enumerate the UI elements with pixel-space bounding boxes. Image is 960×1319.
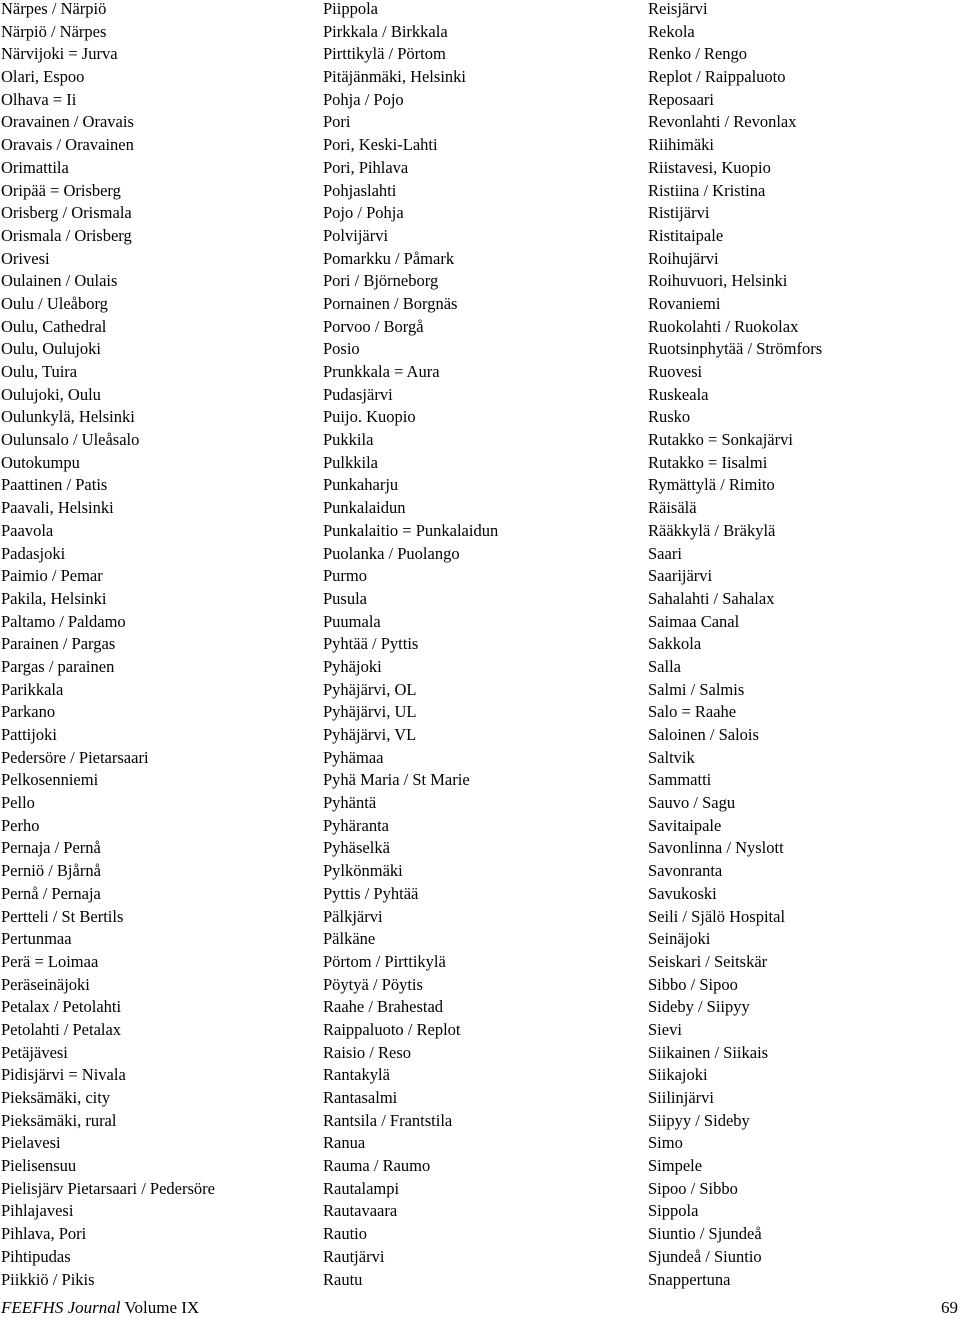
parish-entry: Siikajoki <box>648 1065 708 1085</box>
parish-column-2 <box>323 0 498 1291</box>
parish-entry: Sahalahti / Sahalax <box>648 588 775 608</box>
parish-entry: Paavola <box>1 520 54 540</box>
parish-entry: Pyhäselkä <box>323 838 390 858</box>
parish-entry: Simpele <box>648 1156 703 1176</box>
parish-entry: Rutakko = Iisalmi <box>648 452 768 472</box>
parish-entry: Olari, Espoo <box>1 67 85 87</box>
parish-entry: Pörtom / Pirttikylä <box>323 951 446 971</box>
parish-entry: Pyhtää / Pyttis <box>323 634 419 654</box>
footer-citation <box>1 1297 199 1319</box>
parish-entry: Pori <box>323 112 351 132</box>
parish-entry: Simo <box>648 1133 683 1153</box>
parish-entry: Parainen / Pargas <box>1 634 116 654</box>
parish-entry: Polvijärvi <box>323 225 389 245</box>
parish-entry: Puijo. Kuopio <box>323 407 416 427</box>
parish-entry: Puolanka / Puolango <box>323 543 460 563</box>
parish-entry: Saari <box>648 543 682 563</box>
parish-entry: Rautalampi <box>323 1178 400 1198</box>
parish-entry: Riihimäki <box>648 135 714 155</box>
parish-entry: Oulunsalo / Uleåsalo <box>1 430 140 450</box>
parish-entry: Punkaharju <box>323 475 399 495</box>
parish-entry: Sauvo / Sagu <box>648 793 736 813</box>
parish-entry: Paattinen / Patis <box>1 475 108 495</box>
parish-entry: Pielisjärv Pietarsaari / Pedersöre <box>1 1178 215 1198</box>
parish-entry: Närvijoki = Jurva <box>1 44 118 64</box>
parish-entry: Puumala <box>323 611 381 631</box>
parish-entry: Sibbo / Sipoo <box>648 974 738 994</box>
parish-entry: Pori / Björneborg <box>323 271 439 291</box>
parish-entry: Pojo / Pohja <box>323 203 404 223</box>
parish-entry: Pyhäjoki <box>323 656 382 676</box>
parish-entry: Ristiina / Kristina <box>648 180 766 200</box>
parish-entry: Ranua <box>323 1133 366 1153</box>
parish-entry: Ruotsinphytää / Strömfors <box>648 339 823 359</box>
parish-entry: Roihuvuori, Helsinki <box>648 271 788 291</box>
parish-entry: Oulu / Uleåborg <box>1 293 108 313</box>
parish-entry: Pernaja / Pernå <box>1 838 101 858</box>
parish-entry: Snappertuna <box>648 1269 731 1289</box>
parish-entry: Pohja / Pojo <box>323 89 404 109</box>
parish-entry: Oulujoki, Oulu <box>1 384 101 404</box>
parish-entry: Pyhäjärvi, UL <box>323 702 417 722</box>
parish-entry: Oulu, Oulujoki <box>1 339 101 359</box>
parish-entry: Pedersöre / Pietarsaari <box>1 747 149 767</box>
parish-entry: Pakila, Helsinki <box>1 588 107 608</box>
parish-entry: Rantsila / Frantstila <box>323 1110 453 1130</box>
parish-entry: Petalax / Petolahti <box>1 997 122 1017</box>
parish-entry: Padasjoki <box>1 543 66 563</box>
parish-entry: Rautio <box>323 1224 367 1244</box>
parish-entry: Porvoo / Borgå <box>323 316 424 336</box>
parish-entry: Piippola <box>323 0 379 18</box>
parish-entry: Savonlinna / Nyslott <box>648 838 784 858</box>
parish-entry: Seinäjoki <box>648 929 711 949</box>
parish-entry: Paltamo / Paldamo <box>1 611 126 631</box>
parish-entry: Pyhäranta <box>323 815 389 835</box>
parish-entry: Seiskari / Seitskär <box>648 951 768 971</box>
parish-entry: Ruokolahti / Ruokolax <box>648 316 799 336</box>
parish-column-1 <box>1 0 215 1291</box>
parish-entry: Siilinjärvi <box>648 1088 714 1107</box>
parish-entry: Rekola <box>648 21 695 41</box>
parish-entry: Prunkkala = Aura <box>323 362 440 381</box>
parish-entry: Seili / Själö Hospital <box>648 906 786 926</box>
parish-entry: Närpes / Närpiö <box>1 0 107 18</box>
parish-entry: Pertteli / St Bertils <box>1 906 124 926</box>
parish-entry: Orismala / Orisberg <box>1 225 132 245</box>
parish-entry: Salla <box>648 656 681 676</box>
parish-entry: Sakkola <box>648 634 702 654</box>
journal-volume: Volume IX <box>124 1298 200 1317</box>
parish-entry: Punkalaidun <box>323 498 406 518</box>
parish-entry: Raahe / Brahestad <box>323 997 444 1017</box>
parish-entry: Pitäjänmäki, Helsinki <box>323 67 466 87</box>
parish-entry: Räisälä <box>648 498 697 518</box>
parish-entry: Pudasjärvi <box>323 384 393 404</box>
parish-entry: Pirttikylä / Pörtom <box>323 44 446 64</box>
parish-entry: Oulu, Tuira <box>1 362 78 381</box>
parish-entry: Sjundeå / Siuntio <box>648 1246 762 1266</box>
parish-entry: Pornainen / Borgnäs <box>323 293 458 313</box>
parish-entry: Sammatti <box>648 770 712 790</box>
page-footer <box>0 1297 960 1319</box>
parish-entry: Pihlava, Pori <box>1 1224 87 1244</box>
parish-entry: Replot / Raippaluoto <box>648 67 786 87</box>
parish-entry: Rääkkylä / Bräkylä <box>648 520 776 540</box>
parish-entry: Rautu <box>323 1269 363 1289</box>
parish-entry: Ristitaipale <box>648 225 724 245</box>
parish-entry: Sideby / Siipyy <box>648 997 750 1017</box>
parish-entry: Perniö / Bjårnå <box>1 861 101 881</box>
parish-entry: Parikkala <box>1 679 64 699</box>
parish-entry: Oulunkylä, Helsinki <box>1 407 135 427</box>
parish-entry: Pylkönmäki <box>323 861 403 881</box>
parish-entry: Revonlahti / Revonlax <box>648 112 797 132</box>
parish-entry: Rauma / Raumo <box>323 1156 431 1176</box>
parish-entry: Olhava = Ii <box>1 89 77 109</box>
parish-entry: Saltvik <box>648 747 695 767</box>
parish-entry: Siipyy / Sideby <box>648 1110 750 1130</box>
journal-title: FEEFHS Journal <box>1 1298 121 1317</box>
parish-entry: Reisjärvi <box>648 0 708 18</box>
parish-entry: Pusula <box>323 588 368 608</box>
parish-entry: Parkano <box>1 702 56 722</box>
parish-entry: Rantakylä <box>323 1065 390 1085</box>
parish-entry: Savitaipale <box>648 815 722 835</box>
parish-entry: Piikkiö / Pikis <box>1 1269 95 1289</box>
parish-entry: Saimaa Canal <box>648 611 740 631</box>
parish-entry: Pyttis / Pyhtää <box>323 883 419 903</box>
parish-entry: Rantasalmi <box>323 1088 398 1107</box>
parish-entry: Pieksämäki, city <box>1 1088 111 1107</box>
parish-entry: Pielavesi <box>1 1133 61 1153</box>
parish-entry: Riistavesi, Kuopio <box>648 157 771 177</box>
page-number: 69 <box>941 1298 958 1317</box>
parish-entry: Pukkila <box>323 430 374 450</box>
parish-entry: Reposaari <box>648 89 714 109</box>
parish-entry: Oulu, Cathedral <box>1 316 107 336</box>
parish-entry: Närpiö / Närpes <box>1 21 107 41</box>
parish-column-3 <box>648 0 822 1291</box>
parish-entry: Sippola <box>648 1201 699 1221</box>
parish-entry: Pyhäntä <box>323 793 377 813</box>
parish-entry: Pulkkila <box>323 452 379 472</box>
parish-entry: Raisio / Reso <box>323 1042 412 1062</box>
parish-entry: Oripää = Orisberg <box>1 180 121 200</box>
parish-entry: Posio <box>323 339 360 359</box>
parish-entry: Pori, Pihlava <box>323 157 409 177</box>
parish-entry: Pertunmaa <box>1 929 72 949</box>
parish-entry: Perho <box>1 815 40 835</box>
parish-entry: Pälkjärvi <box>323 906 383 926</box>
parish-entry: Pidisjärvi = Nivala <box>1 1065 126 1085</box>
parish-entry: Rautavaara <box>323 1201 398 1221</box>
parish-entry: Ruskeala <box>648 384 709 404</box>
parish-entry: Salo = Raahe <box>648 702 737 722</box>
parish-entry: Pyhäjärvi, OL <box>323 679 417 699</box>
parish-entry: Pello <box>1 793 35 813</box>
parish-entry: Pieksämäki, rural <box>1 1110 117 1130</box>
parish-entry: Purmo <box>323 566 368 586</box>
parish-entry: Petolahti / Petalax <box>1 1019 122 1039</box>
parish-entry: Ristijärvi <box>648 203 710 223</box>
parish-entry: Saarijärvi <box>648 566 713 586</box>
parish-entry: Pihlajavesi <box>1 1201 74 1221</box>
parish-entry: Petäjävesi <box>1 1042 68 1062</box>
parish-entry: Raippaluoto / Replot <box>323 1019 461 1039</box>
parish-entry: Rovaniemi <box>648 293 721 313</box>
parish-entry: Punkalaitio = Punkalaidun <box>323 520 499 540</box>
parish-entry: Pyhäjärvi, VL <box>323 725 417 744</box>
parish-entry: Salmi / Salmis <box>648 679 745 699</box>
parish-entry: Siuntio / Sjundeå <box>648 1224 762 1244</box>
parish-entry: Rusko <box>648 407 691 427</box>
parish-entry: Oravainen / Oravais <box>1 112 134 132</box>
parish-entry: Orivesi <box>1 248 50 268</box>
parish-entry: Rutakko = Sonkajärvi <box>648 430 793 450</box>
parish-entry: Sievi <box>648 1019 682 1039</box>
parish-entry: Pyhä Maria / St Marie <box>323 770 470 790</box>
parish-entry: Siikainen / Siikais <box>648 1042 769 1062</box>
parish-entry: Peräseinäjoki <box>1 974 90 994</box>
parish-entry: Savonranta <box>648 861 723 881</box>
parish-entry: Perä = Loimaa <box>1 951 99 971</box>
parish-entry: Ruovesi <box>648 362 703 381</box>
parish-entry: Pelkosenniemi <box>1 770 99 790</box>
parish-entry: Rymättylä / Rimito <box>648 475 775 495</box>
parish-entry: Rautjärvi <box>323 1246 385 1266</box>
parish-entry: Pori, Keski-Lahti <box>323 135 438 155</box>
parish-entry: Pyhämaa <box>323 747 384 767</box>
parish-entry: Saloinen / Salois <box>648 725 759 744</box>
parish-entry: Pohjaslahti <box>323 180 397 200</box>
parish-entry: Oravais / Oravainen <box>1 135 134 155</box>
parish-entry: Orisberg / Orismala <box>1 203 132 223</box>
parish-entry: Pernå / Pernaja <box>1 883 101 903</box>
parish-entry: Outokumpu <box>1 452 80 472</box>
parish-entry: Pomarkku / Påmark <box>323 248 455 268</box>
parish-entry: Pihtipudas <box>1 1246 71 1266</box>
parish-entry: Oulainen / Oulais <box>1 271 118 291</box>
parish-entry: Paimio / Pemar <box>1 566 103 586</box>
parish-entry: Pargas / parainen <box>1 656 115 676</box>
parish-entry: Renko / Rengo <box>648 44 747 64</box>
parish-entry: Paavali, Helsinki <box>1 498 114 518</box>
parish-entry: Sipoo / Sibbo <box>648 1178 738 1198</box>
parish-entry: Orimattila <box>1 157 69 177</box>
parish-entry: Pälkäne <box>323 929 376 949</box>
parish-entry: Roihujärvi <box>648 248 719 268</box>
parish-entry: Pattijoki <box>1 725 57 744</box>
parish-entry: Pielisensuu <box>1 1156 77 1176</box>
parish-entry: Savukoski <box>648 883 717 903</box>
parish-entry: Pöytyä / Pöytis <box>323 974 423 994</box>
parish-entry: Pirkkala / Birkkala <box>323 21 448 41</box>
